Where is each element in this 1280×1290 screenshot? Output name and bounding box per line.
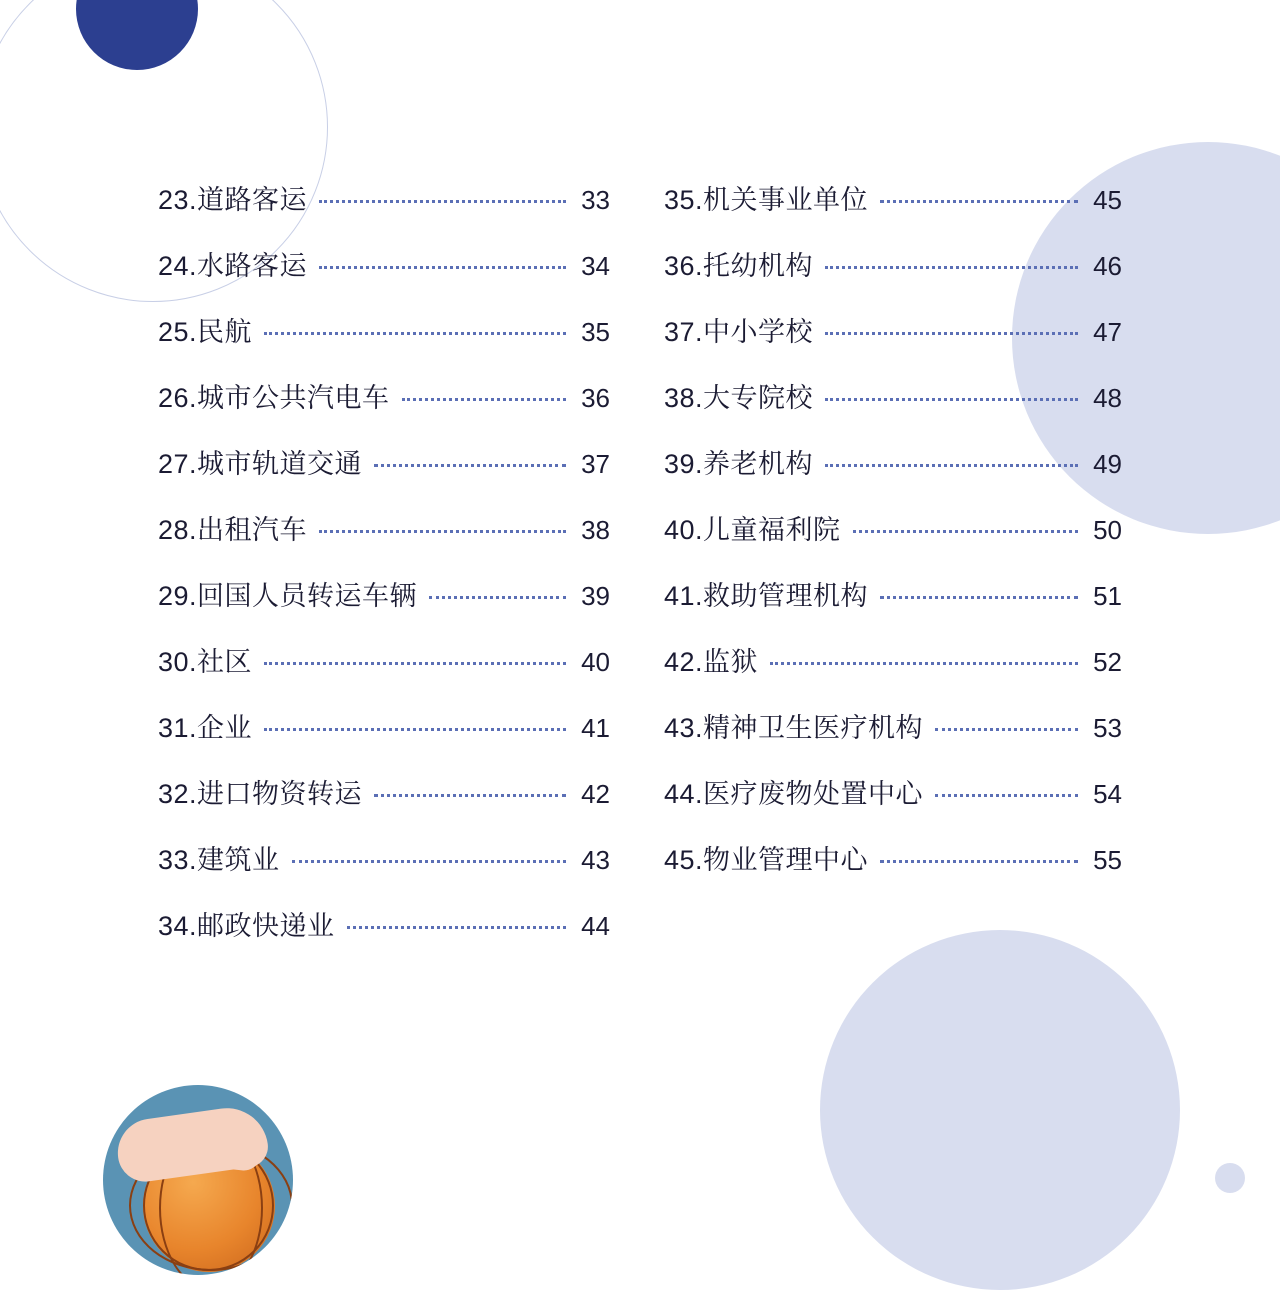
- toc-leader-dots: [319, 199, 566, 203]
- toc-leader-dots: [319, 529, 566, 533]
- toc-entry-page-number: 36: [581, 383, 610, 413]
- toc-entry-label: 45.物业管理中心: [664, 845, 869, 875]
- toc-leader-dots: [264, 661, 566, 665]
- toc-leader-dots: [319, 265, 566, 269]
- toc-entry[interactable]: [158, 244, 610, 310]
- toc-leader-dots: [374, 793, 566, 797]
- toc-leader-dots: [374, 463, 566, 467]
- toc-entry-label: 31.企业: [158, 713, 253, 743]
- toc-entry-label: 39.养老机构: [664, 449, 814, 479]
- toc-entry-page-number: 35: [581, 317, 610, 347]
- toc-entry[interactable]: [158, 508, 610, 574]
- toc-entry[interactable]: [158, 376, 610, 442]
- toc-entry-page-number: 55: [1093, 845, 1122, 875]
- toc-entry-page-number: 45: [1093, 185, 1122, 215]
- toc-entry-label: 37.中小学校: [664, 317, 814, 347]
- toc-entry-label: 40.儿童福利院: [664, 515, 841, 545]
- toc-leader-dots: [935, 793, 1078, 797]
- toc-entry-label: 34.邮政快递业: [158, 911, 335, 941]
- toc-entry-page-number: 53: [1093, 713, 1122, 743]
- toc-entry-page-number: 41: [581, 713, 610, 743]
- toc-entry-page-number: 42: [581, 779, 610, 809]
- toc-entry-page-number: 52: [1093, 647, 1122, 677]
- toc-entry-page-number: 51: [1093, 581, 1122, 611]
- toc-entry[interactable]: [664, 772, 1122, 838]
- toc-entry-label: 29.回国人员转运车辆: [158, 581, 418, 611]
- toc-entry-page-number: 48: [1093, 383, 1122, 413]
- toc-leader-dots: [429, 595, 566, 599]
- toc-leader-dots: [292, 859, 566, 863]
- toc-leader-dots: [347, 925, 566, 929]
- toc-entry[interactable]: [158, 904, 610, 970]
- toc-entry-page-number: 50: [1093, 515, 1122, 545]
- toc-leader-dots: [402, 397, 566, 401]
- toc-entry-label: 23.道路客运: [158, 185, 308, 215]
- toc-leader-dots: [770, 661, 1078, 665]
- toc-leader-dots: [825, 331, 1078, 335]
- toc-leader-dots: [825, 397, 1078, 401]
- toc-entry-label: 33.建筑业: [158, 845, 280, 875]
- toc-entry[interactable]: [158, 442, 610, 508]
- toc-leader-dots: [880, 199, 1078, 203]
- toc-entry[interactable]: [158, 574, 610, 640]
- toc-entry-page-number: 43: [581, 845, 610, 875]
- toc-entry-page-number: 54: [1093, 779, 1122, 809]
- toc-entry-label: 41.救助管理机构: [664, 581, 869, 611]
- toc-entry[interactable]: [158, 178, 610, 244]
- toc-entry[interactable]: [158, 640, 610, 706]
- toc-entry-page-number: 39: [581, 581, 610, 611]
- toc-leader-dots: [264, 331, 566, 335]
- toc-entry-label: 42.监狱: [664, 647, 759, 677]
- toc-leader-dots: [264, 727, 566, 731]
- toc-entry[interactable]: [664, 376, 1122, 442]
- toc-entry-page-number: 40: [581, 647, 610, 677]
- toc-entry-label: 43.精神卫生医疗机构: [664, 713, 924, 743]
- toc-entry-label: 25.民航: [158, 317, 253, 347]
- toc-entry-label: 44.医疗废物处置中心: [664, 779, 924, 809]
- toc-entry[interactable]: [664, 640, 1122, 706]
- toc-column-left: [158, 178, 610, 970]
- toc-entry-label: 38.大专院校: [664, 383, 814, 413]
- toc-entry-label: 35.机关事业单位: [664, 185, 869, 215]
- toc-entry[interactable]: [158, 310, 610, 376]
- toc-entry[interactable]: [664, 310, 1122, 376]
- toc-entry[interactable]: [664, 574, 1122, 640]
- toc-entry-page-number: 37: [581, 449, 610, 479]
- toc-entry[interactable]: [158, 772, 610, 838]
- toc-leader-dots: [935, 727, 1078, 731]
- toc-entry-page-number: 38: [581, 515, 610, 545]
- toc-leader-dots: [853, 529, 1078, 533]
- toc-entry-page-number: 49: [1093, 449, 1122, 479]
- toc-entry[interactable]: [664, 706, 1122, 772]
- toc-column-right: [664, 178, 1122, 904]
- toc-entry-label: 36.托幼机构: [664, 251, 814, 281]
- toc-leader-dots: [880, 859, 1078, 863]
- toc-entry-label: 26.城市公共汽电车: [158, 383, 390, 413]
- toc-entry[interactable]: [158, 706, 610, 772]
- toc-entry[interactable]: [664, 508, 1122, 574]
- toc-entry-label: 32.进口物资转运: [158, 779, 363, 809]
- toc-leader-dots: [825, 463, 1078, 467]
- toc-entry-label: 27.城市轨道交通: [158, 449, 363, 479]
- toc-leader-dots: [880, 595, 1078, 599]
- toc-entry[interactable]: [158, 838, 610, 904]
- toc-entry-page-number: 34: [581, 251, 610, 281]
- toc-entry-label: 30.社区: [158, 647, 253, 677]
- toc-entry-label: 24.水路客运: [158, 251, 308, 281]
- toc-entry[interactable]: [664, 178, 1122, 244]
- toc-entry[interactable]: [664, 442, 1122, 508]
- toc-entry-label: 28.出租汽车: [158, 515, 308, 545]
- toc-entry-page-number: 44: [581, 911, 610, 941]
- toc-entry-page-number: 33: [581, 185, 610, 215]
- toc-leader-dots: [825, 265, 1078, 269]
- toc-entry-page-number: 47: [1093, 317, 1122, 347]
- toc-entry-page-number: 46: [1093, 251, 1122, 281]
- toc-entry[interactable]: [664, 838, 1122, 904]
- toc-entry[interactable]: [664, 244, 1122, 310]
